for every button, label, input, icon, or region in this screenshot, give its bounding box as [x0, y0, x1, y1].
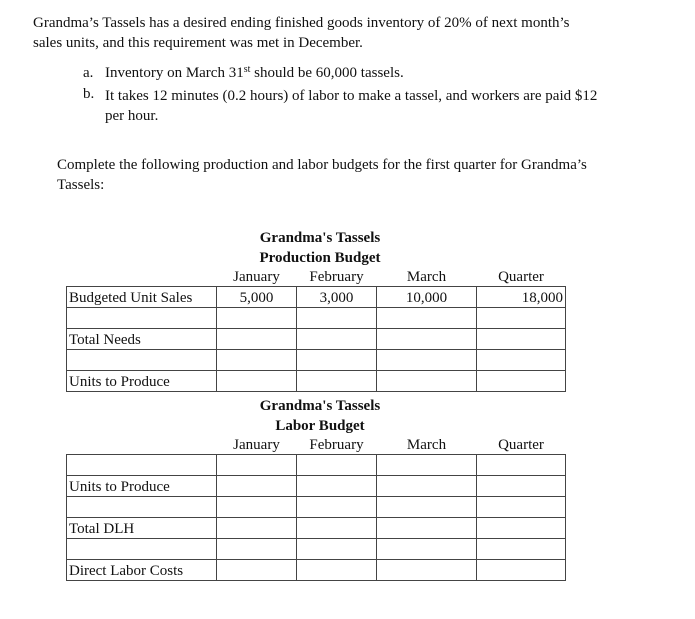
list-item-a-superscript: st [243, 64, 251, 75]
list-item-b-line-1: It takes 12 minutes (0.2 hours) of labor to make a tassel, and workers are paid $12 [105, 88, 598, 104]
table-row [67, 329, 566, 350]
input-cell[interactable] [297, 476, 377, 497]
production-budget-company: Grandma's Tassels [259, 230, 381, 246]
input-cell[interactable] [297, 539, 377, 560]
input-cell[interactable] [477, 518, 566, 539]
header-january: January [217, 266, 297, 287]
list-item-b [105, 86, 597, 126]
input-cell[interactable] [217, 476, 297, 497]
list-item-a-text: Inventory on March 31 [105, 65, 244, 81]
table-row [67, 287, 566, 308]
input-cell[interactable] [377, 455, 477, 476]
table-row [67, 371, 566, 392]
header-march: March [377, 266, 477, 287]
cell-value: 3,000 [297, 287, 377, 308]
row-label-total-needs: Total Needs [67, 329, 217, 350]
input-cell[interactable] [297, 350, 377, 371]
input-cell[interactable] [297, 560, 377, 581]
input-cell[interactable] [377, 497, 477, 518]
row-label-blank [67, 539, 217, 560]
input-cell[interactable] [377, 518, 477, 539]
input-cell[interactable] [297, 497, 377, 518]
input-cell[interactable] [377, 350, 477, 371]
input-cell[interactable] [377, 371, 477, 392]
labor-budget-table [66, 434, 566, 581]
labor-budget-company: Grandma's Tassels [259, 398, 381, 414]
row-label-total-dlh: Total DLH [67, 518, 217, 539]
row-label-direct-labor-costs: Direct Labor Costs [67, 560, 217, 581]
input-cell[interactable] [217, 539, 297, 560]
row-label-units-to-produce: Units to Produce [67, 371, 217, 392]
input-cell[interactable] [477, 329, 566, 350]
labor-budget-title-block [220, 396, 420, 436]
cell-value: 18,000 [477, 287, 566, 308]
table-row [67, 455, 566, 476]
input-cell[interactable] [377, 476, 477, 497]
input-cell[interactable] [297, 455, 377, 476]
header-february: February [297, 266, 377, 287]
row-label-blank [67, 308, 217, 329]
instructions-line-1: Complete the following production and labor budgets for the first quarter for Grandma’s [57, 157, 587, 173]
input-cell[interactable] [377, 329, 477, 350]
list-item-a-text-end: should be 60,000 tassels. [250, 65, 404, 81]
instructions-line-2: Tassels: [57, 177, 105, 193]
table-row [67, 476, 566, 497]
row-label-blank [67, 497, 217, 518]
input-cell[interactable] [217, 308, 297, 329]
list-marker-b: b. [83, 86, 95, 102]
production-budget-title: Production Budget [259, 250, 381, 266]
input-cell[interactable] [377, 560, 477, 581]
row-label-budgeted-unit-sales: Budgeted Unit Sales [67, 287, 217, 308]
input-cell[interactable] [217, 518, 297, 539]
input-cell[interactable] [297, 308, 377, 329]
header-blank [67, 434, 217, 455]
input-cell[interactable] [477, 539, 566, 560]
input-cell[interactable] [217, 371, 297, 392]
input-cell[interactable] [297, 518, 377, 539]
input-cell[interactable] [217, 455, 297, 476]
input-cell[interactable] [477, 371, 566, 392]
instructions [57, 155, 587, 195]
production-header-row [67, 266, 566, 287]
cell-value: 5,000 [217, 287, 297, 308]
table-row [67, 350, 566, 371]
labor-budget-title: Labor Budget [275, 418, 365, 434]
input-cell[interactable] [217, 329, 297, 350]
input-cell[interactable] [477, 476, 566, 497]
cell-value: 10,000 [377, 287, 477, 308]
intro-paragraph [33, 13, 570, 53]
header-february: February [297, 434, 377, 455]
header-quarter: Quarter [477, 266, 566, 287]
intro-line-2: sales units, and this requirement was met in December. [33, 35, 363, 51]
production-budget-table [66, 266, 566, 392]
input-cell[interactable] [217, 350, 297, 371]
list-item-a [105, 65, 404, 82]
input-cell[interactable] [297, 371, 377, 392]
list-item-b-line-2: per hour. [105, 108, 159, 124]
input-cell[interactable] [217, 560, 297, 581]
table-row [67, 497, 566, 518]
input-cell[interactable] [377, 539, 477, 560]
production-budget-title-block [220, 228, 420, 268]
input-cell[interactable] [377, 308, 477, 329]
row-label-blank [67, 350, 217, 371]
input-cell[interactable] [477, 350, 566, 371]
list-marker-a: a. [83, 65, 94, 81]
row-label-units-to-produce: Units to Produce [67, 476, 217, 497]
header-january: January [217, 434, 297, 455]
header-march: March [377, 434, 477, 455]
table-row [67, 308, 566, 329]
table-row [67, 518, 566, 539]
table-row [67, 560, 566, 581]
labor-header-row [67, 434, 566, 455]
input-cell[interactable] [477, 560, 566, 581]
input-cell[interactable] [477, 497, 566, 518]
input-cell[interactable] [477, 455, 566, 476]
input-cell[interactable] [477, 308, 566, 329]
header-blank [67, 266, 217, 287]
intro-line-1: Grandma’s Tassels has a desired ending finished goods inventory of 20% of next month’s [33, 15, 570, 31]
input-cell[interactable] [217, 497, 297, 518]
table-row [67, 539, 566, 560]
header-quarter: Quarter [477, 434, 566, 455]
row-label-blank [67, 455, 217, 476]
input-cell[interactable] [297, 329, 377, 350]
